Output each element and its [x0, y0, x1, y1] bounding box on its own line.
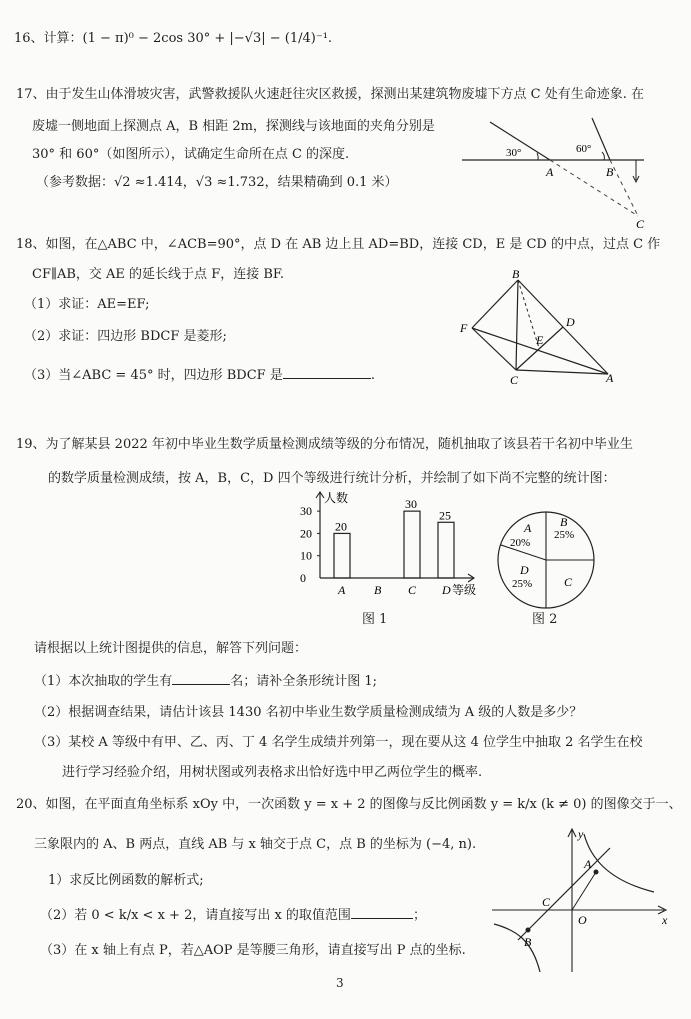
q17-angle-30: 30°: [506, 147, 522, 159]
bar-y-tick-label: 10: [300, 548, 312, 563]
q20-range-blank[interactable]: [351, 906, 413, 919]
bar-y-tick-label: 0: [300, 571, 306, 585]
bar-category-label: D: [442, 583, 451, 597]
q20-origin: O: [578, 913, 587, 927]
fig2-caption: 图 2: [532, 612, 558, 627]
q20-point-c: C: [542, 895, 551, 909]
bar-category-label: B: [374, 583, 382, 597]
q19-part2: （2）根据调查结果，请估计该县 1430 名初中毕业生数学质量检测成绩为 A 级的人数是多少？: [34, 705, 583, 720]
q20-line1: 20、如图，在平面直角坐标系 xOy 中，一次函数 y = x + 2 的图像与反比例函数 y = k/x (k ≠ 0) 的图像交于一、: [16, 797, 682, 812]
q20-point-a: A: [584, 857, 592, 871]
q19-part1: （1）本次抽取的学生有 名；请补全条形统计图 1;: [34, 674, 378, 689]
bar-y-tick-label: 30: [300, 504, 312, 519]
bar: [404, 511, 420, 578]
axis-x-label: x: [662, 913, 668, 927]
q19-prompt: 请根据以上统计图提供的信息，解答下列问题：: [34, 641, 308, 656]
q20-part3: （3）在 x 轴上有点 P，若△AOP 是等腰三角形，请直接写出 P 点的坐标.: [40, 943, 466, 958]
q17-line2: 废墟一侧地面上探测点 A，B 相距 2m，探测线与该地面的夹角分别是: [32, 119, 435, 134]
bar-y-axis-label: 人数: [324, 491, 349, 505]
bar-category-label: A: [338, 583, 346, 597]
fig1-caption: 图 1: [362, 612, 388, 627]
q17-figure: [458, 112, 658, 230]
bar-value-label: 20: [335, 519, 347, 534]
q17-line3: 30° 和 60°（如图所示），试确定生命所在点 C 的深度.: [32, 147, 350, 162]
q18-part3: （3）当∠ABC = 45° 时，四边形 BDCF 是 .: [24, 368, 375, 383]
q17-dashed-ac: [550, 160, 638, 216]
q16-text: 16、计算：(1 − π)⁰ − 2cos 30° + |−√3| − (1/4)⁻¹.: [14, 31, 333, 46]
q20-part2: （2）若 0 < k/x < x + 2，请直接写出 x 的取值范围 ；: [40, 908, 426, 923]
q17-point-a: A: [546, 165, 554, 179]
q19-line1: 19、为了解某县 2022 年初中毕业生数学质量检测成绩等级的分布情况，随机抽取了该县若干名初中毕业生: [16, 437, 633, 452]
q18-figure: [456, 268, 626, 388]
q17-line4: （参考数据：√2 ≈1.414，√3 ≈1.732，结果精确到 0.1 米）: [36, 175, 398, 190]
q18-point-b: B: [512, 268, 520, 281]
pie-a-label: A: [524, 521, 532, 535]
q18-answer-blank[interactable]: [283, 366, 371, 379]
q18-point-e: E: [536, 333, 544, 347]
q18-part2: （2）求证：四边形 BDCF 是菱形;: [24, 329, 227, 344]
bar-y-tick-label: 20: [300, 526, 312, 541]
q19-line2: 的数学质量检测成绩，按 A，B，C，D 四个等级进行统计分析，并绘制了如下尚不完整的统计图：: [48, 471, 616, 486]
bar: [438, 522, 454, 578]
q19-count-blank[interactable]: [172, 672, 230, 685]
pie-d-label: D: [520, 563, 529, 577]
pie-d-pct: 25%: [512, 578, 533, 590]
q18-line1: 18、如图，在△ABC 中，∠ACB=90°，点 D 在 AB 边上且 AD=BD，连接 CD，E 是 CD 的中点，过点 C 作: [16, 237, 661, 252]
pie-chart: [494, 508, 602, 616]
hyperbola-branch-2: [494, 924, 540, 972]
bar-chart: [290, 490, 490, 602]
q18-part1: （1）求证：AE=EF;: [24, 297, 150, 312]
segment-oa: [572, 872, 596, 910]
q18-point-f: F: [460, 321, 468, 335]
pie-b-label: B: [560, 515, 568, 529]
bar: [334, 533, 350, 578]
q18-point-a: A: [606, 371, 614, 385]
page-number: 3: [336, 976, 344, 990]
q20-line2: 三象限内的 A、B 两点，直线 AB 与 x 轴交于点 C，点 B 的坐标为 (−4, n).: [34, 837, 477, 852]
q19-part3-line1: （3）某校 A 等级中有甲、乙、丙、丁 4 名学生成绩并列第一，现在要从这 4 位学生中抽取 2 名学生在校: [34, 735, 643, 750]
bar-value-label: 25: [439, 508, 451, 523]
linear-function-line: [518, 848, 610, 940]
pie-a-pct: 20%: [510, 537, 531, 549]
pie-c-label: C: [564, 575, 573, 589]
q17-point-b: B: [606, 165, 614, 179]
bar-x-axis-label: 等级: [452, 583, 477, 597]
q18-point-d: D: [566, 315, 575, 329]
bar-category-label: C: [408, 583, 417, 597]
q17-angle-60: 60°: [576, 143, 592, 155]
q20-coordinate-figure: [486, 826, 676, 976]
q20-part1: 1）求反比例函数的解析式;: [48, 873, 204, 888]
q18-point-c: C: [510, 373, 519, 387]
q17-line1: 17、由于发生山体滑坡灾害，武警救援队火速赶往灾区救援，探测出某建筑物废墟下方点 C 处有生命迹象. 在: [16, 87, 645, 102]
q20-point-b: B: [524, 935, 532, 949]
q17-dashed-bc: [610, 160, 638, 216]
axis-y-label: y: [578, 827, 584, 841]
q17-point-c: C: [636, 217, 645, 230]
q18-line2: CF∥AB，交 AE 的延长线于点 F，连接 BF.: [32, 267, 285, 282]
pie-b-pct: 25%: [554, 529, 575, 541]
q19-part3-line2: 进行学习经验介绍，用树状图或列表格求出恰好选中甲乙两位学生的概率.: [62, 765, 483, 780]
q17-probe-line-b: [592, 118, 610, 160]
bar-value-label: 30: [405, 497, 417, 512]
